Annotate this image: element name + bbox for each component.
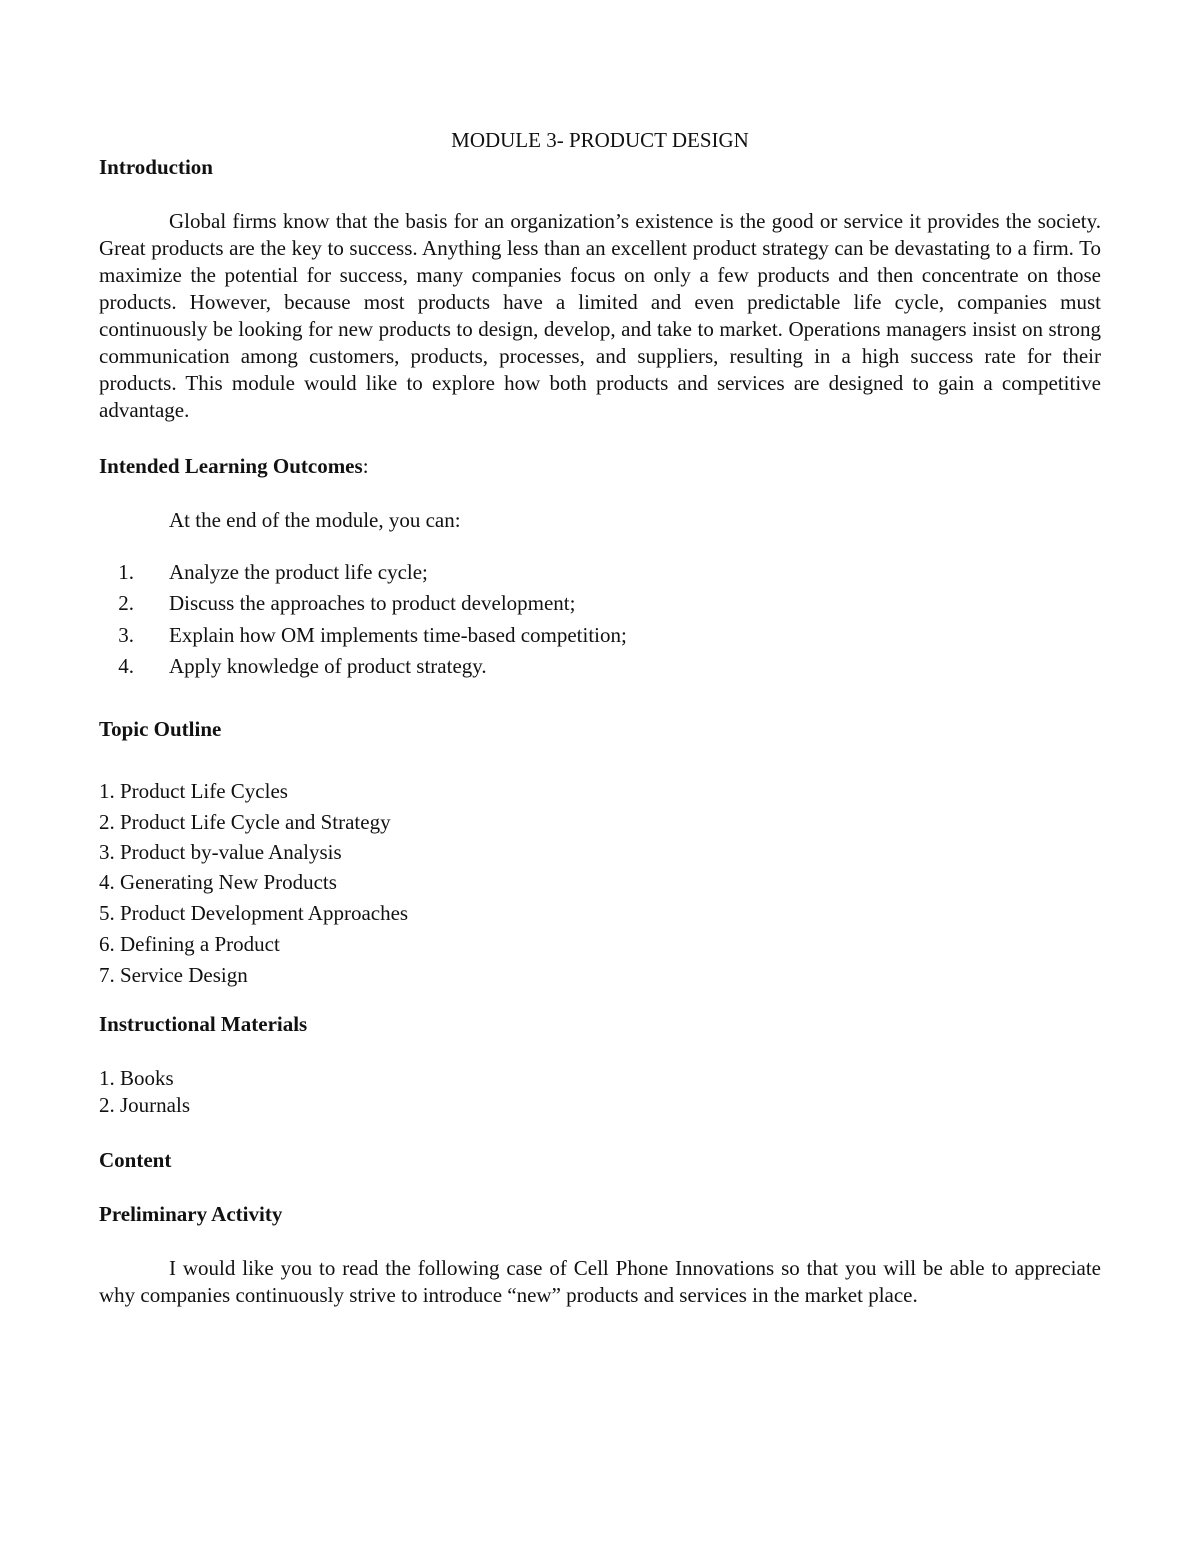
topic-item: 7. Service Design: [99, 963, 248, 987]
outcome-number: 1.: [118, 560, 134, 584]
outcome-number: 2.: [118, 591, 134, 616]
outcome-text: Discuss the approaches to product development;: [169, 591, 576, 616]
content-heading: Content: [99, 1148, 172, 1172]
outcome-item: [99, 557, 1101, 588]
topic-item: 3. Product by-value Analysis: [99, 840, 342, 864]
topic-outline-list: [99, 776, 408, 991]
outcome-number: 4.: [118, 653, 134, 678]
preliminary-heading: Preliminary Activity: [99, 1202, 283, 1226]
outcomes-heading: [99, 453, 369, 480]
introduction-heading: Introduction: [99, 155, 213, 179]
topic-item: 5. Product Development Approaches: [99, 901, 409, 925]
outcome-item: [99, 588, 1101, 619]
outcome-text: Explain how OM implements time-based competition;: [169, 622, 627, 647]
material-item: 2. Journals: [99, 1093, 190, 1117]
topic-outline-heading: Topic Outline: [99, 717, 222, 741]
introduction-paragraph: Global firms know that the basis for an organization’s existence is the good or service it provides the society. Great products are the key to success. Anything less than an excellent product strategy can be devastating to a firm. To maximize the potential for success, many companies focus on only a few products and then concentrate on those products. However, because most products have a limited and even predictable life cycle, companies must continuously be looking for new products to design, develop, and take to market. Operations managers insist on strong communication among customers, products, processes, and suppliers, resulting in a high success rate for their products. This module would like to explore how both products and services are designed to gain a competitive advantage.: [99, 209, 1101, 422]
outcome-number: 3.: [118, 622, 134, 647]
outcome-text: Apply knowledge of product strategy.: [169, 653, 487, 678]
outcome-item: [99, 620, 1101, 651]
outcome-item: [99, 651, 1101, 682]
outcome-text: Analyze the product life cycle;: [169, 560, 428, 584]
materials-list: [99, 1065, 190, 1119]
topic-item: 2. Product Life Cycle and Strategy: [99, 810, 391, 834]
topic-item: 1. Product Life Cycles: [99, 779, 288, 803]
outcomes-list: [99, 557, 1101, 682]
outcomes-lead: At the end of the module, you can:: [169, 508, 461, 532]
outcomes-heading-text: Intended Learning Outcomes: [99, 454, 363, 478]
module-title: MODULE 3- PRODUCT DESIGN: [451, 128, 749, 152]
outcomes-heading-colon: :: [362, 454, 369, 478]
materials-heading: Instructional Materials: [99, 1012, 308, 1036]
topic-item: 4. Generating New Products: [99, 870, 337, 894]
topic-item: 6. Defining a Product: [99, 932, 280, 956]
material-item: 1. Books: [99, 1066, 174, 1090]
preliminary-paragraph: I would like you to read the following case of Cell Phone Innovations so that you will be able to appreciate why companies continuously strive to introduce “new” products and services in the market place.: [99, 1256, 1101, 1307]
